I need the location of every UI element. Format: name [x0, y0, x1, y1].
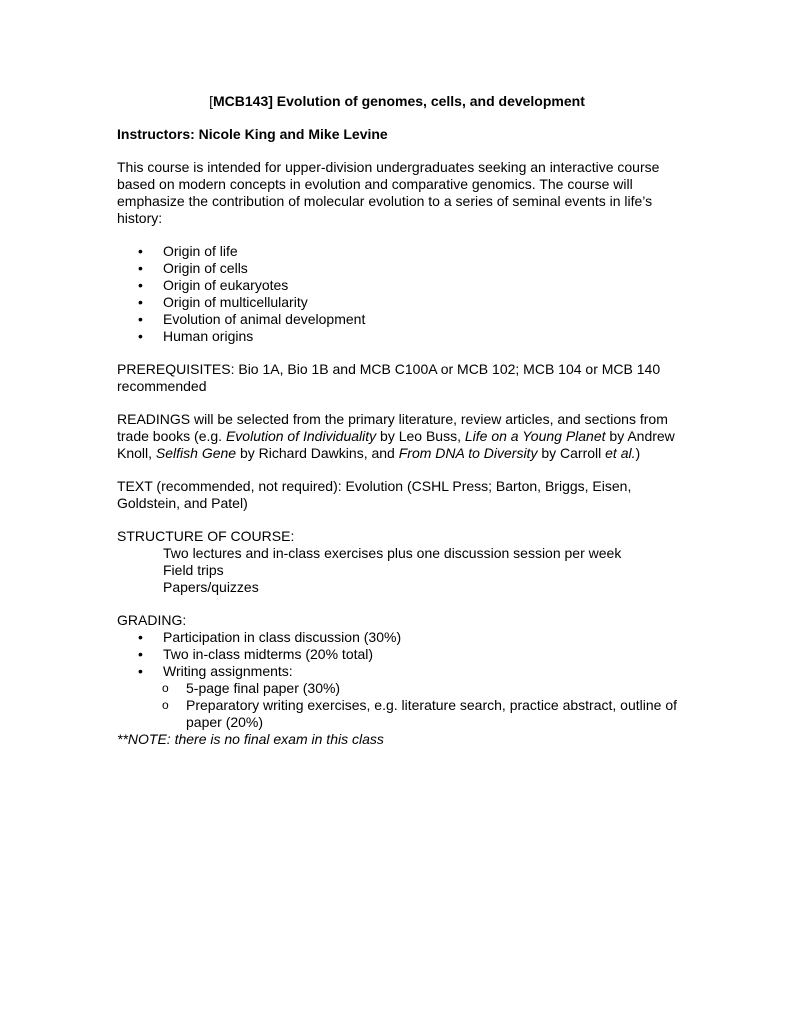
readings — [117, 411, 677, 462]
grading-item: • Two in-class midterms (20% total) — [117, 646, 677, 663]
readings-text: READINGS will be selected from the primary literature, review articles, and sections from trade books (e.g. — [117, 411, 668, 444]
readings-text: ) — [635, 445, 641, 461]
grading-list — [117, 629, 677, 731]
grading-section — [117, 612, 677, 748]
topic-item: • Human origins — [117, 328, 677, 345]
structure-item: Papers/quizzes — [163, 579, 259, 595]
text-recommendation: TEXT (recommended, not required): Evolution (CSHL Press; Barton, Briggs, Eisen, Goldstein, and Patel) — [117, 478, 632, 511]
readings-text: by Richard Dawkins, and — [236, 445, 399, 461]
book-title: Life on a Young Planet — [464, 428, 606, 444]
title-text: MCB143] Evolution of genomes, cells, and development — [213, 93, 585, 109]
readings-text: by Carroll — [537, 445, 606, 461]
instructors-line: Instructors: Nicole King and Mike Levine — [117, 126, 388, 142]
topic-item: • Origin of eukaryotes — [117, 277, 677, 294]
topics-list — [117, 243, 677, 345]
writing-assignment-item: o Preparatory writing exercises, e.g. literature search, practice abstract, outline of paper (20%) — [117, 697, 677, 731]
grading-item-label: • Writing assignments: — [163, 663, 293, 679]
writing-assignment-item: o 5-page final paper (30%) — [117, 680, 677, 697]
title-bracket: [ — [209, 93, 214, 109]
prerequisites: PREREQUISITES: Bio 1A, Bio 1B and MCB C100A or MCB 102; MCB 104 or MCB 140 recommended — [117, 361, 661, 394]
book-title: Selfish Gene — [155, 445, 237, 461]
structure-item: Field trips — [163, 562, 224, 578]
topic-item: • Evolution of animal development — [117, 311, 677, 328]
structure-section — [117, 528, 677, 596]
readings-text: by Leo Buss, — [376, 428, 465, 444]
book-title: From DNA to Diversity — [398, 445, 538, 461]
grading-heading: GRADING: — [117, 612, 187, 628]
writing-assignments-list — [117, 680, 677, 731]
course-intro: This course is intended for upper-division undergraduates seeking an interactive course based on modern concepts in evolution and comparative genomics. The course will emphasize the contribution of molecular evolution to a series of seminal events in life’s history: — [117, 159, 660, 226]
grading-item — [117, 663, 677, 731]
grading-item: • Participation in class discussion (30%) — [117, 629, 677, 646]
topic-item: • Origin of cells — [117, 260, 677, 277]
course-title — [117, 93, 677, 110]
readings-etal: et al. — [605, 445, 636, 461]
structure-heading: STRUCTURE OF COURSE: — [117, 528, 295, 544]
topic-item: • Origin of life — [117, 243, 677, 260]
topic-item: • Origin of multicellularity — [117, 294, 677, 311]
book-title: Evolution of Individuality — [225, 428, 377, 444]
document-body — [117, 93, 677, 748]
readings-text: by Andrew Knoll, — [117, 428, 675, 461]
structure-item: Two lectures and in-class exercises plus one discussion session per week — [163, 545, 622, 561]
grading-note: **NOTE: there is no final exam in this class — [117, 731, 384, 747]
